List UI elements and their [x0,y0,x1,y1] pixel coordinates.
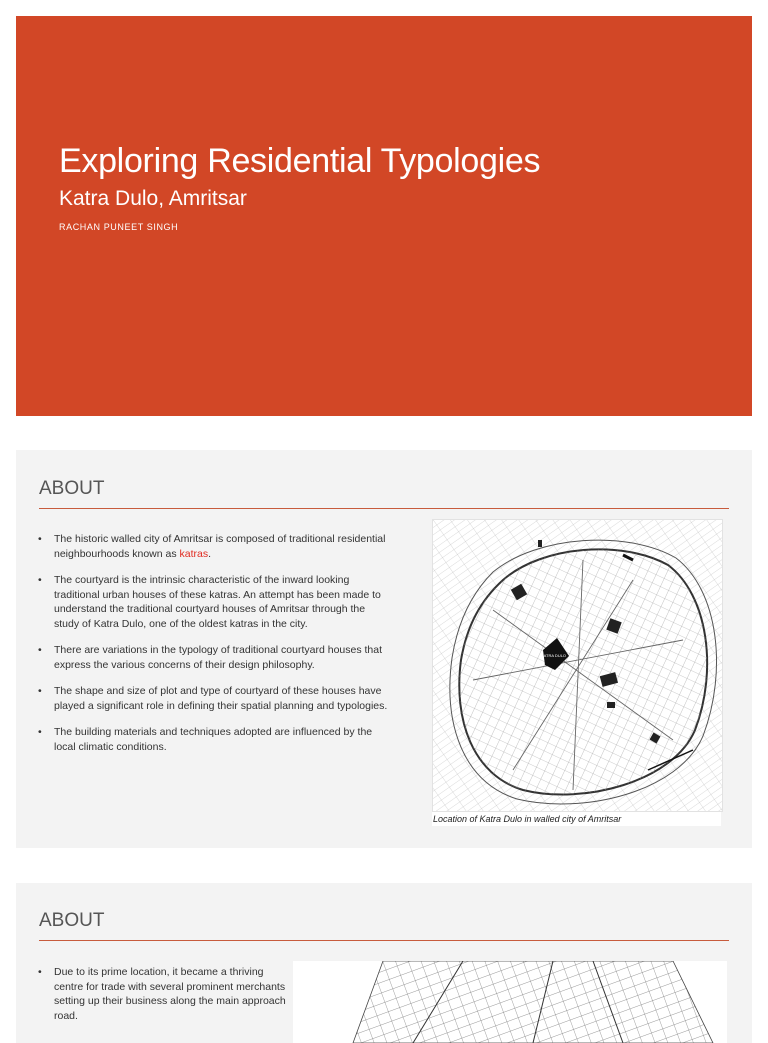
highlight-term: katras [179,547,209,560]
about-slide-1 [16,450,752,848]
map-label-katra-dulo: KATRA DULO [541,653,567,658]
about-slide-2 [16,883,752,1043]
plan-sketch [293,961,727,1043]
presentation-title: Exploring Residential Typologies [59,142,541,180]
slide-heading: ABOUT [39,910,105,931]
title-slide [16,16,752,416]
list-item: • Due to its prime location, it became a thriving centre for trade with several prominent merchants setting up their business along the main approach road. [38,966,286,1022]
katra-plan-drawing [293,961,727,1043]
list-item: • The shape and size of plot and type of courtyard of these houses have played a significant role in defining their spatial planning and typologies. [38,685,388,712]
heading-divider [39,940,729,941]
author-name: RACHAN PUNEET SINGH [59,222,179,232]
map-caption: Location of Katra Dulo in walled city of Amritsar [432,812,721,826]
bullet-list [38,532,388,766]
list-item: • The historic walled city of Amritsar is composed of traditional residential neighbourhoods known as katras. [38,533,386,560]
map-drawing [433,520,722,811]
list-item: • The courtyard is the intrinsic characteristic of the inward looking traditional urban houses of these katras. An attempt has been made to understand the traditional courtyard houses of Amritsar through the study of Katra Dulo, one of the oldest katras in the city. [38,574,381,630]
slide-heading: ABOUT [39,478,105,499]
list-item: • The building materials and techniques adopted are influenced by the local climatic conditions. [38,726,373,753]
presentation-subtitle: Katra Dulo, Amritsar [59,187,247,210]
bullet-list [38,965,288,1035]
heading-divider [39,508,729,509]
walled-city-map [432,519,723,812]
list-item: • There are variations in the typology of traditional courtyard houses that express the various concerns of their design philosophy. [38,644,383,671]
